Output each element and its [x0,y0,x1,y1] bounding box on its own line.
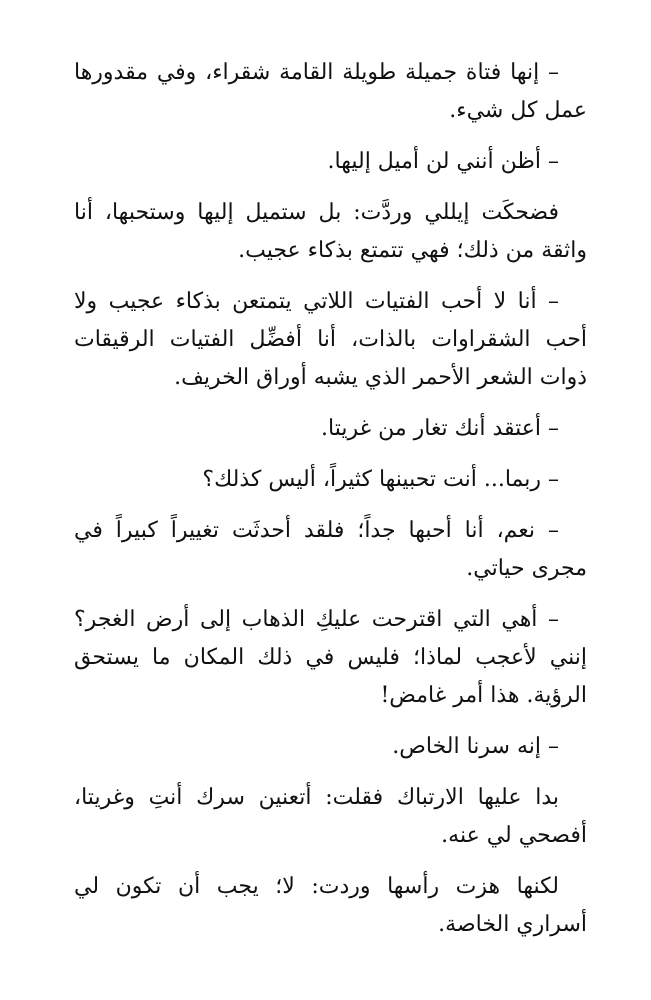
paragraph-6: – ربما... أنت تحبينها كثيراً، أليس كذلك؟ [202,467,559,492]
paragraph-4: – أنا لا أحب الفتيات اللاتي يتمتعن بذكاء عجيب ولا أحب الشقراوات بالذات، أنا أفضِّل الفتيات الرقيقات ذوات الشعر الأحمر الذي يشبه أوراق الخريف. [74,289,587,390]
paragraph-7: – نعم، أنا أحبها جداً؛ فلقد أحدثَت تغييراً كبيراً في مجرى حياتي. [74,518,587,581]
paragraph-8: – أهي التي اقترحت عليكِ الذهاب إلى أرض الغجر؟ إنني لأعجب لماذا؛ فليس في ذلك المكان ما يستحق الرؤية. هذا أمر غامض! [74,607,587,708]
book-page [74,54,587,957]
paragraph-11: لكنها هزت رأسها وردت: لا؛ يجب أن تكون لي أسراري الخاصة. [74,874,587,937]
paragraph-9: – إنه سرنا الخاص. [392,734,559,759]
paragraph-10: بدا عليها الارتباك فقلت: أتعنين سرك أنتِ وغريتا، أفصحي لي عنه. [74,785,587,848]
paragraph-1: – إنها فتاة جميلة طويلة القامة شقراء، وفي مقدورها عمل كل شيء. [74,60,587,123]
paragraph-3: فضحكَت إيللي وردَّت: بل ستميل إليها وستحبها، أنا واثقة من ذلك؛ فهي تتمتع بذكاء عجيب. [74,200,587,263]
paragraph-5: – أعتقد أنك تغار من غريتا. [321,416,559,441]
paragraph-2: – أظن أنني لن أميل إليها. [327,149,559,174]
